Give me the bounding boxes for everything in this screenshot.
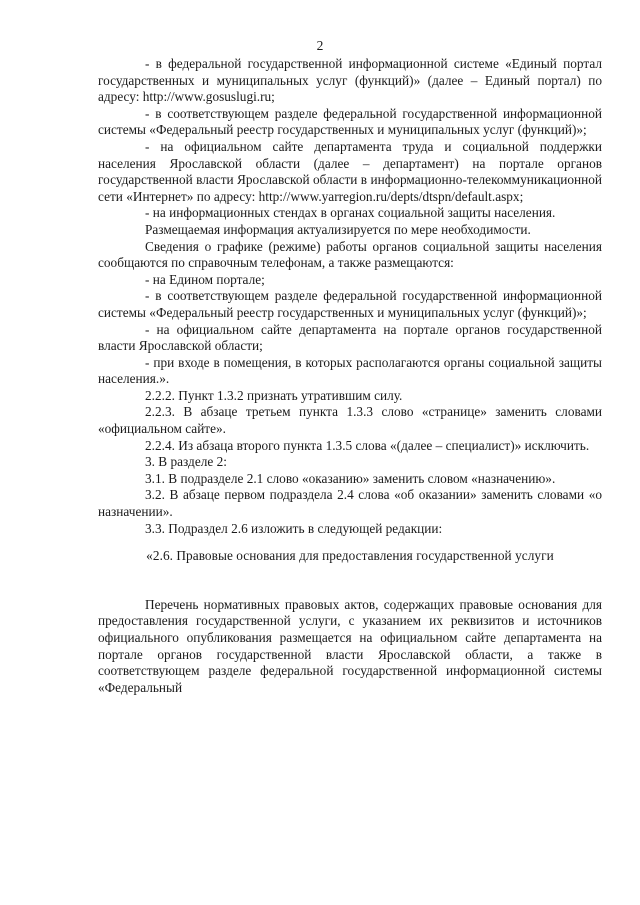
page-number: 2 — [316, 38, 324, 53]
paragraph: 2.2.2. Пункт 1.3.2 признать утратившим силу. — [145, 387, 403, 403]
paragraph: 3.2. В абзаце первом подраздела 2.4 слова «об оказании» заменить словами «о назначении». — [98, 487, 602, 520]
paragraph: - на информационных стендах в органах социальной защиты населения. — [145, 205, 556, 221]
paragraph: 2.2.4. Из абзаца второго пункта 1.3.5 слова «(далее – специалист)» исключить. — [145, 437, 590, 453]
paragraph: - при входе в помещения, в которых располагаются органы социальной защиты населения.». — [98, 354, 602, 387]
section-heading: «2.6. Правовые основания для предоставления государственной услуги — [146, 548, 554, 564]
paragraph: Размещаемая информация актуализируется по мере необходимости. — [145, 221, 531, 237]
paragraph: - на официальном сайте департамента труда и социальной поддержки населения Ярославской области (далее – департамент) на портале органов государственной власти Ярославской области в информационно-телекоммуникационной сети «Интернет» по адресу: http://www.yarregion.ru/depts/dtspn/default.aspx; — [98, 138, 602, 204]
paragraph: Перечень нормативных правовых актов, содержащих правовые основания для предоставления государственной услуги, с указанием их реквизитов и источников официального опубликования размещается на официальном сайте департамента на портале органов государственной власти Ярославской области, а также в соответствующем разделе федеральной государственной информационной системы «Федеральный — [98, 596, 602, 695]
paragraph: - в федеральной государственной информационной системе «Единый портал государственных и муниципальных услуг (функций)» (далее – Единый портал) по адресу: http://www.gosuslugi.ru; — [98, 56, 602, 105]
paragraph: - в соответствующем разделе федеральной государственной информационной системы «Федеральный реестр государственных и муниципальных услуг (функций)»; — [98, 288, 602, 320]
paragraph: - на Едином портале; — [145, 271, 265, 287]
paragraph: - на официальном сайте департамента на портале органов государственной власти Ярославской области; — [98, 321, 602, 354]
paragraph: 3.1. В подразделе 2.1 слово «оказанию» заменить словом «назначению». — [145, 470, 556, 486]
paragraph: 3.3. Подраздел 2.6 изложить в следующей редакции: — [145, 520, 443, 536]
paragraph: - в соответствующем разделе федеральной государственной информационной системы «Федеральный реестр государственных и муниципальных услуг (функций)»; — [98, 105, 602, 138]
paragraph: 2.2.3. В абзаце третьем пункта 1.3.3 слово «странице» заменить словами «официальном сайте». — [98, 404, 602, 437]
paragraph: 3. В разделе 2: — [145, 454, 227, 470]
paragraph: Сведения о графике (режиме) работы органов социальной защиты населения сообщаются по справочным телефонам, а также размещаются: — [98, 238, 602, 271]
document-body — [98, 56, 602, 696]
